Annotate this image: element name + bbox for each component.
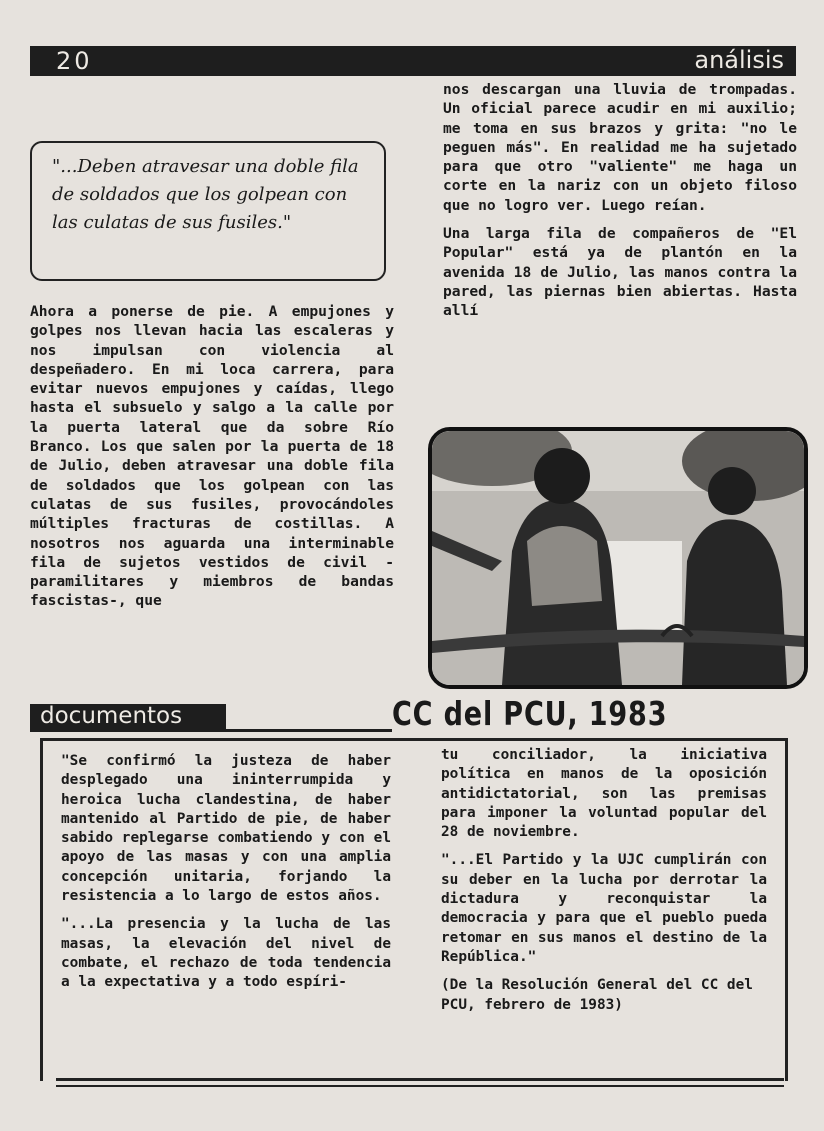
documentos-paragraph: "...El Partido y la UJC cumplirán con su deber en la lucha por derrotar la dictadura y reconquistar la democracia y para que el pueblo pueda retomar en sus manos el destino de la República.": [441, 852, 767, 965]
bottom-rule-1: [56, 1078, 784, 1081]
documentos-label-text: documentos: [40, 703, 183, 729]
article-left-column: Ahora a ponerse de pie. A empujones y golpes nos llevan hacia las escaleras y nos impulsan con violencia al despeñadero. En mi loca carrera, para evitar nuevos empujones y caídas, llego hasta el subsuelo y salgo a la calle por la puerta lateral que da sobre Río Branco. Los que salen por la puerta de 18 de Julio, deben atravesar una doble fila de soldados que los golpean con las culatas de sus fusiles, provocándoles múltiples fracturas de costillas. A nosotros nos aguarda una interminable fila de sujetos vestidos de civil -paramilitares y miembros de bandas fascistas-, que: [30, 303, 394, 610]
article-right-column: [443, 80, 797, 330]
documentos-paragraph: "...La presencia y la lucha de las masas, la elevación del nivel de combate, el rechazo de toda tendencia a la expectativa y a todo espíri-: [61, 916, 391, 991]
documentos-paragraph: tu conciliador, la iniciativa política en manos de la oposición antidictatorial, son las premisas para imponer la voluntad popular del 28 de noviembre.: [441, 747, 767, 841]
documentos-left-column: [61, 752, 391, 1002]
pull-quote-text: "...Deben atravesar una doble fila de soldados que los golpean con las culatas de sus fusiles.": [52, 156, 359, 233]
documentos-paragraph: "Se confirmó la justeza de haber desplegado una ininterrumpida y heroica lucha clandestina, de haber mantenido al Partido de pie, de haber sabido replegarse combatiendo y con el apoyo de las masas y con una amplia concepción unitaria, forjando la resistencia a lo largo de estos años.: [61, 753, 391, 905]
documentos-right-column: [441, 746, 767, 1024]
documentos-heading: CC del PCU, 1983: [392, 694, 668, 733]
documentos-label: [30, 704, 226, 732]
soldiers-photo: [428, 427, 808, 689]
header-bar: [30, 46, 796, 76]
documentos-source: (De la Resolución General del CC del PCU, febrero de 1983): [441, 977, 753, 1013]
pull-quote-box: [30, 141, 386, 281]
documentos-rule: [226, 729, 392, 732]
section-label-analisis: análisis: [694, 46, 784, 74]
article-right-paragraph: nos descargan una lluvia de trompadas. Un oficial parece acudir en mi auxilio; me toma en sus brazos y grita: "no le peguen más". En realidad me ha sujetado para que otro "valiente" me haga un corte en la nariz con un objeto filoso que no logro ver. Luego reían.: [443, 81, 797, 214]
article-right-paragraph: Una larga fila de compañeros de "El Popular" está ya de plantón en la avenida 18 de Julio, las manos contra la pared, las piernas bien abiertas. Hasta allí: [443, 225, 797, 320]
photo-image: [432, 431, 804, 685]
bottom-rule-2: [56, 1085, 784, 1087]
page-number: 20: [56, 47, 93, 75]
